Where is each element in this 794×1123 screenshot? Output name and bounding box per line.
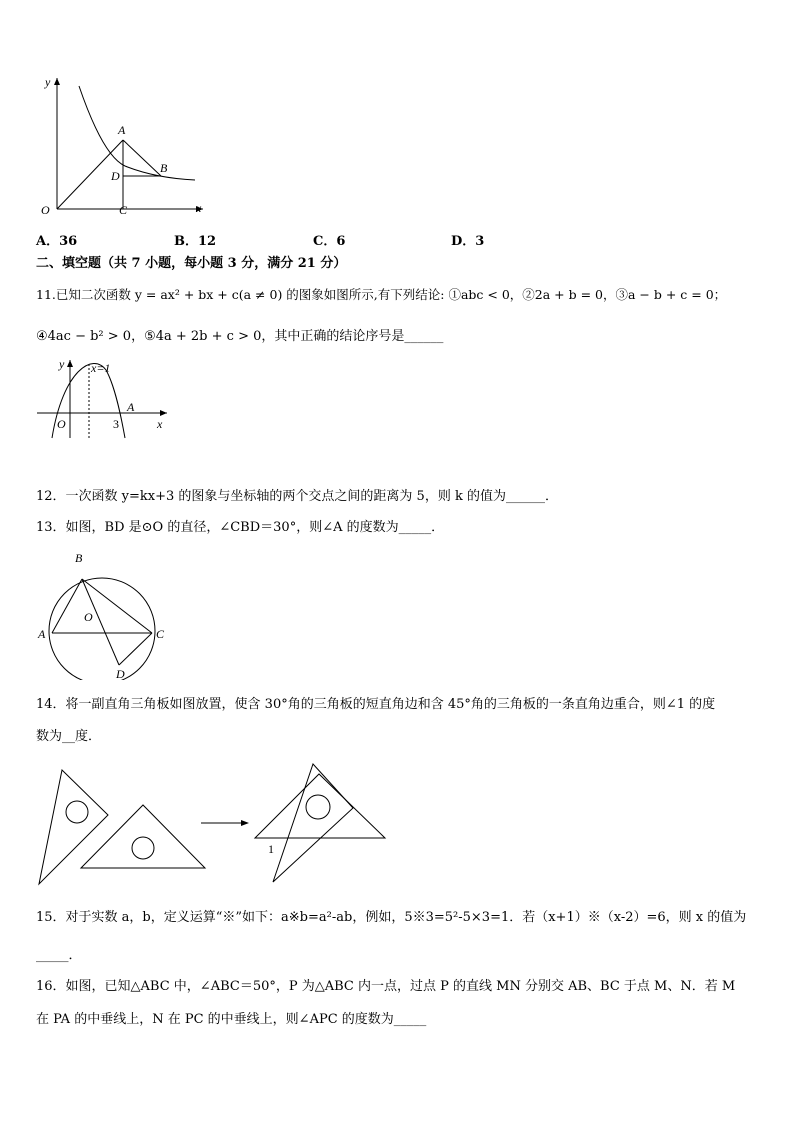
chord-CD [119,633,152,665]
y-axis-arrow [54,78,60,85]
label-x: x [196,201,202,215]
chord-BC [82,579,152,633]
label-axis-x1: x=1 [91,361,111,375]
q15-line1: 15．对于实数 a，b，定义运算“※”如下：a※b=a²-ab，例如，5※3=5²-5×3=1．若（x+1）※（x-2）=6，则 x 的值为 [36,910,747,925]
combined-hole [306,795,330,819]
label-C: C [119,203,128,217]
hyperbola-curve [79,86,195,180]
q16-line2: 在 PA 的中垂线上，N 在 PC 的中垂线上，则∠APC 的度数为_____ [36,1012,427,1027]
q14-line2: 数为__度． [36,729,102,744]
combined-45 [255,774,385,838]
label-B: B [75,551,83,565]
choice-c: C．6 [313,234,346,249]
q11-line2: ④4ac − b² > 0，⑤4a + 2b + c > 0，其中正确的结论序号是______ [36,329,444,344]
q14-figure [35,760,390,890]
label-D: D [116,667,125,680]
choice-a: A．36 [36,234,78,249]
label-y: y [45,75,51,89]
label-O: O [57,417,66,431]
q12-text: 12．一次函数 y=kx+3 的图象与坐标轴的两个交点之间的距离为 5，则 k 的值为______． [36,489,558,504]
label-O: O [84,610,93,624]
q15-line2: _____． [36,948,82,963]
q14-line1: 14．将一副直角三角板如图放置，使含 30°角的三角板的短直角边和含 45°角的三角板的一条直角边重合，则∠1 的度 [36,697,716,712]
y-axis-arrow [67,360,73,367]
q11-line1: 11.已知二次函数 y = ax² + bx + c(a ≠ 0) 的图象如图所示,有下列结论: ①abc < 0，②2a + b = 0，③a − b + c = 0； [36,287,727,302]
combined-30 [273,764,353,882]
label-A: A [38,627,46,641]
choice-d: D．3 [451,234,485,249]
triangle-30 [39,770,108,884]
label-3: 3 [113,417,119,431]
q10-figure [35,72,210,220]
label-C: C [156,627,165,641]
x-axis-arrow [160,410,167,416]
label-D: D [111,169,120,183]
label-B: B [160,161,168,175]
label-A: A [118,123,126,137]
section-heading: 二、填空题（共 7 小题，每小题 3 分，满分 21 分） [36,256,347,271]
q11-figure [35,356,170,440]
circle-O [49,578,155,680]
chord-BA [52,579,82,633]
segment-AB [123,140,161,176]
q13-figure [35,545,170,680]
label-A: A [127,400,135,414]
triangle-45-hole [132,837,154,859]
label-x: x [157,417,163,431]
choice-b: B．12 [174,234,217,249]
label-y: y [59,357,65,371]
label-O: O [41,203,50,217]
q13-text: 13．如图，BD 是⊙O 的直径，∠CBD＝30°，则∠A 的度数为_____． [36,520,445,535]
q16-line1: 16．如图，已知△ABC 中，∠ABC＝50°，P 为△ABC 内一点，过点 P 的直线 MN 分别交 AB、BC 于点 M、N．若 M [36,979,736,994]
label-angle-1: 1 [268,842,274,856]
transform-arrow-head [241,820,249,826]
triangle-30-hole [66,801,88,823]
